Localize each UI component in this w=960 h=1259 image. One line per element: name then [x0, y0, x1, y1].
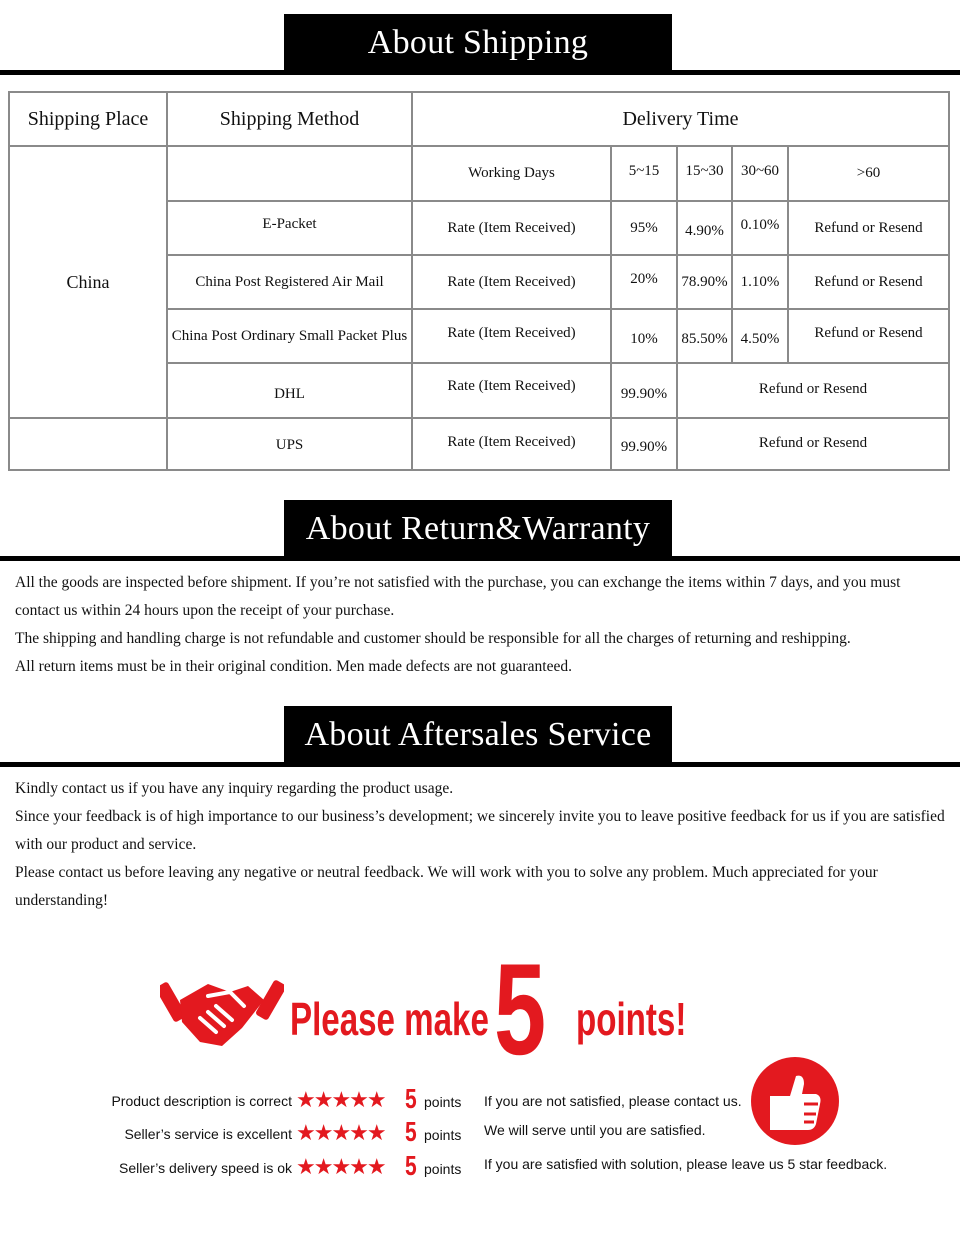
rate-value-cell: 99.90%: [620, 385, 668, 402]
method-cell: UPS: [275, 436, 304, 453]
rate-value-cell: 99.90%: [620, 438, 668, 455]
paragraph: Please contact us before leaving any negative or neutral feedback. We will work with you to solve any problem. Much appreciated for your understanding!: [15, 864, 878, 909]
rating-note: If you are not satisfied, please contact us.: [484, 1093, 742, 1109]
header-shipping-method: Shipping Method: [219, 107, 360, 130]
rate-value-cell: Refund or Resend: [814, 273, 923, 290]
points-text: points!: [576, 993, 687, 1045]
five-star-icon: ★★★★★: [296, 1120, 385, 1145]
rate-value-cell: 10%: [630, 330, 658, 347]
rate-label-cell: Rate (Item Received): [447, 273, 576, 290]
day-range-cell: 5~15: [628, 162, 660, 179]
return-text: [15, 569, 945, 681]
paragraph: The shipping and handling charge is not refundable and customer should be responsible for all the charges of returning and reshipping.: [15, 630, 851, 647]
please-make-text: Please make: [290, 993, 489, 1045]
aftersales-title: About Aftersales Service: [284, 706, 672, 764]
working-days-label: Working Days: [468, 165, 555, 181]
header-delivery-time: Delivery Time: [622, 107, 739, 130]
rate-value-cell: 1.10%: [740, 273, 780, 290]
rate-value-cell: Refund or Resend: [758, 434, 868, 451]
feedback-banner: [0, 930, 960, 1230]
rate-value-cell: Refund or Resend: [814, 324, 923, 341]
method-cell: DHL: [274, 385, 305, 402]
rate-value-cell: 20%: [630, 270, 658, 287]
rate-value-cell: 4.90%: [685, 222, 724, 239]
shipping-title: About Shipping: [284, 14, 672, 72]
rating-number: 5: [405, 1083, 417, 1114]
day-range-cell: >60: [856, 165, 881, 181]
five-star-icon: ★★★★★: [296, 1154, 385, 1179]
paragraph: Since your feedback is of high importance to our business’s development; we sincerely invite you to leave positive feedback for us if you are satisfied with our product and service.: [15, 808, 945, 853]
rate-value-cell: 4.50%: [740, 330, 780, 347]
five-star-icon: ★★★★★: [296, 1087, 385, 1112]
rating-label: Product description is correct: [111, 1093, 292, 1109]
rating-unit: points: [424, 1161, 462, 1177]
shipping-table: [8, 91, 950, 471]
big-five: 5: [494, 936, 547, 1082]
day-range-cell: 30~60: [740, 162, 780, 179]
rate-label-cell: Rate (Item Received): [447, 433, 576, 450]
paragraph: All return items must be in their original condition. Men made defects are not guaranteed.: [15, 658, 572, 675]
rating-number: 5: [405, 1150, 417, 1181]
rating-label: Seller’s delivery speed is ok: [118, 1160, 292, 1176]
rate-value-cell: 95%: [630, 219, 658, 236]
rate-value-cell: Refund or Resend: [814, 219, 923, 236]
return-title: About Return&Warranty: [284, 500, 672, 558]
handshake-icon: [160, 966, 284, 1058]
method-cell: China Post Registered Air Mail: [195, 273, 384, 290]
shipping-place-china: China: [66, 271, 110, 292]
aftersales-text: [15, 775, 945, 915]
rating-row: [0, 1152, 960, 1182]
rating-label: Seller’s service is excellent: [124, 1126, 292, 1142]
header-shipping-place: Shipping Place: [27, 107, 149, 130]
rate-value-cell: 0.10%: [740, 216, 780, 233]
rating-unit: points: [424, 1127, 462, 1143]
rate-label-cell: Rate (Item Received): [447, 324, 576, 341]
rate-value-cell: Refund or Resend: [758, 380, 868, 397]
paragraph: Kindly contact us if you have any inquiry regarding the product usage.: [15, 780, 454, 797]
rate-label-cell: Rate (Item Received): [447, 219, 576, 236]
rating-unit: points: [424, 1094, 462, 1110]
rating-note: We will serve until you are satisfied.: [484, 1122, 706, 1138]
method-cell: China Post Ordinary Small Packet Plus: [171, 327, 408, 344]
paragraph: All the goods are inspected before shipment. If you’re not satisfied with the purchase, you can exchange the items within 7 days, and you must contact us within 24 hours upon the receipt of your purchase.: [15, 574, 901, 619]
header-divider: [0, 70, 960, 75]
rate-value-cell: 78.90%: [681, 273, 728, 290]
rate-label-cell: Rate (Item Received): [447, 377, 576, 394]
rating-note: If you are satisfied with solution, please leave us 5 star feedback.: [484, 1156, 888, 1172]
rating-row: [0, 1085, 960, 1115]
header-divider: [0, 762, 960, 767]
rating-row: [0, 1118, 960, 1148]
rating-number: 5: [405, 1116, 417, 1147]
rate-value-cell: 85.50%: [681, 330, 728, 347]
header-divider: [0, 556, 960, 561]
day-range-cell: 15~30: [685, 162, 724, 179]
method-cell: E-Packet: [262, 216, 317, 232]
